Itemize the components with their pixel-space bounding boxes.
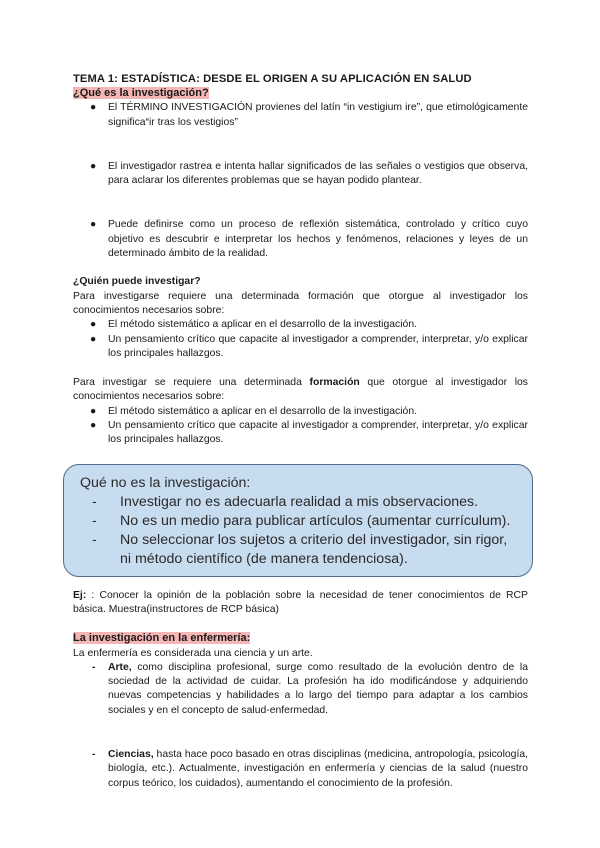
dash-icon: - <box>92 661 96 673</box>
list-item <box>73 333 528 362</box>
bullet-icon: ● <box>90 319 97 331</box>
list-item <box>73 405 528 419</box>
list-item: - Ciencias, hasta hace poco basado en otras disciplinas (medicina, antropología, psicología, biología, etc.). Actualmente, investigación en enfermería y ciencias de la salud (nuestro corpus teórico, los cuidados), aumentando el conocimiento de la profesión. <box>92 749 528 789</box>
spacer <box>73 733 528 748</box>
list-item: - No es un medio para publicar artículos (aumentar currículum). <box>92 512 511 529</box>
example-label: Ej: <box>73 589 87 601</box>
list-item <box>73 318 528 332</box>
spacer <box>73 203 528 218</box>
bullet-icon: ● <box>90 333 97 345</box>
callout-list <box>78 493 518 569</box>
spacer <box>73 188 528 203</box>
bullet-list <box>73 101 528 261</box>
dash-list <box>73 661 528 791</box>
callout-heading: Qué no es la investigación: <box>80 474 251 491</box>
example-paragraph: Ej: : Conocer la opinión de la población sobre la necesidad de tener conocimientos de RCP básica. Muestra(instructores de RCP básica) <box>73 589 528 615</box>
list-item-text: Puede definirse como un proceso de reflexión sistemática, controlado y crítico cuyo objetivo es descubrir e interpretar los hechos y fenómenos, relaciones y leyes de un determinado ámbito de la realidad. <box>108 219 528 260</box>
section-nursing-research <box>73 631 528 791</box>
list-item <box>73 218 528 261</box>
spacer <box>73 130 528 145</box>
list-item <box>73 160 528 189</box>
list-item-text: El investigador rastrea e intenta hallar significados de las señales o vestigios que observa, para aclarar los diferentes problemas que se hayan podido plantear. <box>108 160 528 187</box>
bullet-icon: ● <box>90 102 97 114</box>
list-item-text: El método sistemático a aplicar en el desarrollo de la investigación. <box>108 319 417 331</box>
list-item: - No seleccionar los sujetos a criterio del investigador, sin rigor, ni método científico (de manera tendenciosa). <box>92 531 508 567</box>
section-heading: La investigación en la enfermería: <box>73 632 251 645</box>
page-title: TEMA 1: ESTADÍSTICA: DESDE EL ORIGEN A SU APLICACIÓN EN SALUD <box>73 73 472 85</box>
list-item-text: Un pensamiento crítico que capacite al investigador a comprender, interpretar, y/o explicar los principales hallazgos. <box>108 420 528 446</box>
bullet-icon: ● <box>90 219 97 231</box>
spacer <box>73 718 528 733</box>
list-item <box>73 101 528 130</box>
dash-icon: - <box>92 512 97 529</box>
section-heading: ¿Qué es la investigación? <box>73 87 209 99</box>
paragraph: La enfermería es considerada una ciencia y un arte. <box>73 647 313 659</box>
callout-box <box>63 464 533 577</box>
dash-icon: - <box>92 531 97 548</box>
list-item: - Investigar no es adecuarla realidad a mis observaciones. <box>92 493 479 510</box>
section-what-is-research <box>73 86 528 261</box>
bullet-list <box>73 318 528 361</box>
paragraph: Para investigarse requiere una determinada formación que otorgue al investigador los conocimientos necesarios sobre: <box>73 290 528 316</box>
bullet-icon: ● <box>90 420 97 432</box>
list-item <box>73 419 528 448</box>
list-item-text: El método sistemático a aplicar en el desarrollo de la investigación. <box>108 405 417 417</box>
document-page <box>73 72 528 791</box>
list-item-text: El TÉRMINO INVESTIGACIÓN provienes del latín “in vestigium ire”, que etimológicamente significa“ir tras los vestigios” <box>108 102 528 128</box>
bullet-icon: ● <box>90 405 97 417</box>
paragraph: Para investigar se requiere una determinada formación que otorgue al investigador los conocimientos necesarios sobre: <box>73 377 528 403</box>
bullet-icon: ● <box>90 160 97 172</box>
spacer <box>73 145 528 160</box>
dash-icon: - <box>92 749 96 761</box>
bullet-list <box>73 405 528 448</box>
list-item-text: Un pensamiento crítico que capacite al investigador a comprender, interpretar, y/o explicar los principales hallazgos. <box>108 333 528 359</box>
dash-icon: - <box>92 493 97 510</box>
list-item: - Arte, como disciplina profesional, surge como resultado de la evolución dentro de la sociedad de la actividad de cuidar. La profesión ha ido modificándose y adquiriendo nuevas competencias y habilidades a lo largo del tiempo para adaptar a los cambios sociales y en el concepto de salud-enfermedad. <box>92 661 528 716</box>
section-heading: ¿Quién puede investigar? <box>73 276 201 288</box>
section-who-can-research <box>73 275 528 447</box>
